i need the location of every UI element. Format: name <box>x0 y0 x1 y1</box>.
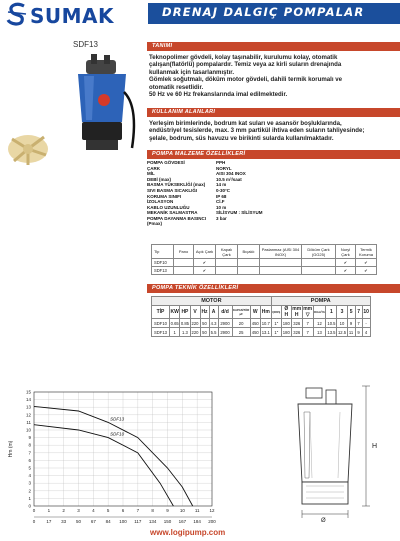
brand-name: SUMAK <box>30 4 115 28</box>
spec-unit: A <box>209 306 218 319</box>
table-row <box>152 259 377 267</box>
comp-header: Döküm Çark (GG25) <box>302 245 336 259</box>
x-tick-label-q: 12 <box>209 508 215 513</box>
spec-cell: 25 <box>232 328 250 337</box>
spec-cell: 13 <box>313 328 326 337</box>
material-value: 14 m <box>216 182 227 188</box>
spec-cell: 7 <box>302 328 313 337</box>
y-axis-label: Hm (m) <box>8 440 14 458</box>
spec-unit: Hz <box>200 306 209 319</box>
x-tick-label-lmin: 17 <box>46 519 52 524</box>
x-tick-label-lmin: 84 <box>105 519 111 524</box>
dim-d-label: Ø <box>321 518 326 522</box>
comp-header: Paslanmaz (AISI 304 INOX) <box>260 245 302 259</box>
spec-unit: 7 <box>355 306 362 319</box>
spec-cell: 0.85 <box>180 320 189 326</box>
check-cell: ✔ <box>194 267 216 275</box>
spec-group-row <box>152 297 371 306</box>
header <box>0 0 400 28</box>
x-tick-label-lmin: 0 <box>32 519 36 524</box>
y-tick-label: 1 <box>28 495 31 501</box>
spec-table <box>151 296 371 337</box>
material-key: MEKANİK SALMASTRA <box>147 210 198 216</box>
material-value: 10.5 m³/saat <box>216 176 242 182</box>
material-value: PPH <box>216 160 226 165</box>
y-tick-label: 10 <box>25 427 31 433</box>
spec-cell: 220 <box>191 329 199 335</box>
brand-logo <box>4 2 140 26</box>
material-key: İZOLASYON <box>147 199 174 205</box>
sumak-logo-icon <box>6 2 28 26</box>
motor-group: MOTOR <box>152 297 272 306</box>
spec-unit: KGm³/h <box>313 306 326 319</box>
spec-cell: SDF13 <box>152 328 170 337</box>
x-tick-label-lmin: 117 <box>134 519 142 524</box>
check-cell: ✔ <box>336 259 356 267</box>
tanimi-line: Teknopolimer gövdeli, kolay taşınabilir, kurulumu kolay, otomatik <box>149 54 338 61</box>
y-tick-label: 8 <box>28 442 31 448</box>
tanimi-line: otomatik resetlidir. <box>149 83 204 91</box>
check-cell <box>302 259 336 267</box>
section-tanimi-title: TANIMI <box>147 42 400 51</box>
tanimi-line: kullanmak için tasarlanmıştır. <box>149 68 235 76</box>
spec-cell: 7 <box>355 319 362 328</box>
section-teknik-title: POMPA TEKNİK ÖZELLİKLERİ <box>147 284 400 293</box>
spec-cell: 20 <box>232 319 250 328</box>
check-cell <box>216 259 238 267</box>
section-kullanim-text <box>149 120 398 142</box>
material-value: IP 68 <box>216 193 227 199</box>
check-cell <box>216 267 238 275</box>
kullanim-line: endüstriyel tesislerde, max. 3 mm partikül ihtiva eden suların tahliyesinde; <box>149 127 365 135</box>
comp-tip: SDF10 <box>152 259 174 267</box>
spec-cell: 4 <box>362 328 370 337</box>
material-key: POMPA GÖVDESİ <box>147 160 185 165</box>
pump-image <box>64 52 140 156</box>
material-value: NORYL <box>216 165 232 171</box>
spec-cell: 10 <box>337 319 347 328</box>
spec-cell: 12 <box>313 319 326 328</box>
spec-cell: 50 <box>200 319 209 328</box>
spec-unit: 10 <box>362 306 370 319</box>
check-cell <box>238 259 260 267</box>
material-key: POMPA DAYANMA BASINCI (Pmax) <box>147 215 207 226</box>
spec-cell: 450 <box>251 329 259 335</box>
x-tick-label-q: 9 <box>166 508 169 513</box>
tanimi-line: Gömlek soğutmalı, döküm motor gövdeli, dahili termik korumalı ve <box>149 76 343 84</box>
spec-cell: 10.7 <box>261 320 270 326</box>
x-tick-label-lmin: 33 <box>61 519 67 524</box>
check-cell <box>238 267 260 275</box>
spec-cell: 450 <box>251 320 259 326</box>
check-cell: ✔ <box>336 267 356 275</box>
y-tick-label: 5 <box>28 465 31 471</box>
table-row <box>152 319 371 328</box>
comp-tip: SDF13 <box>152 267 174 275</box>
tanimi-line: çalışan(flatörlü) pompalardır. Temiz veya az kirli suların drenajında <box>149 61 342 69</box>
component-table <box>151 244 377 275</box>
spec-cell: 1" <box>271 319 281 328</box>
x-tick-label-q: 7 <box>136 508 140 513</box>
spec-unit: ÇIKIŞ <box>271 306 281 319</box>
dim-h-label: H <box>372 443 378 450</box>
section-malzeme-title: POMPA MALZEME ÖZELLİKLERİ <box>147 150 400 159</box>
impeller-image <box>4 125 52 171</box>
spec-cell: 1" <box>271 328 281 337</box>
component-header-row <box>152 245 377 259</box>
spec-cell: 1 <box>170 328 180 337</box>
x-tick-label-lmin: 200 <box>208 519 216 524</box>
material-value: 0-30°C <box>216 187 231 193</box>
y-tick-label: 0 <box>28 503 31 509</box>
material-value: 3 bar <box>216 215 227 221</box>
material-value: Cl.F <box>216 199 225 205</box>
spec-unit: 5 <box>347 306 355 319</box>
spec-unit: 3 <box>337 306 347 319</box>
material-value: 10 m <box>216 204 227 210</box>
spec-cell: 180 <box>282 320 290 326</box>
spec-unit: KW <box>170 306 180 319</box>
spec-unit: d/d <box>218 306 232 319</box>
section-tanimi-text <box>149 54 398 98</box>
check-cell <box>174 267 194 275</box>
spec-cell: 50 <box>200 328 209 337</box>
material-row <box>147 215 296 226</box>
spec-cell: 2900 <box>218 319 232 328</box>
table-row <box>152 267 377 275</box>
spec-cell: SDF10 <box>152 319 170 328</box>
material-table <box>147 160 296 226</box>
x-tick-label-q: 3 <box>77 508 80 513</box>
y-tick-label: 15 <box>25 389 31 395</box>
x-tick-label-q: 10 <box>179 508 185 513</box>
material-key: BASMA YÜKSEKLİĞİ (max) <box>147 182 206 188</box>
material-key: DEBİ (max) <box>147 176 172 182</box>
y-tick-label: 9 <box>28 435 31 441</box>
comp-header: Termik Koruma <box>356 245 377 259</box>
x-tick-label-q: 6 <box>121 508 125 513</box>
spec-cell: 326 <box>293 329 301 335</box>
y-tick-label: 3 <box>28 480 31 486</box>
spec-cell: 4.3 <box>210 320 217 326</box>
spec-unit: HP <box>180 306 190 319</box>
spec-cell: 2900 <box>218 328 232 337</box>
x-tick-label-q: 1 <box>47 508 51 513</box>
spec-cell: 180 <box>282 329 290 335</box>
material-value: AISI 304 INOX <box>216 171 246 177</box>
material-key: ÇARK <box>147 165 160 171</box>
spec-cell: 11 <box>348 329 354 335</box>
y-tick-label: 4 <box>28 473 31 479</box>
x-tick-label-q: 5 <box>106 508 110 513</box>
spec-cell: 9 <box>355 328 362 337</box>
spec-cell: 326 <box>293 320 301 326</box>
spec-cell: - <box>362 319 370 328</box>
x-tick-label-lmin: 50 <box>75 519 82 524</box>
x-tick-label-q: 11 <box>194 508 200 513</box>
y-tick-label: 14 <box>25 397 31 403</box>
series-line <box>34 425 173 506</box>
kullanim-line: Yerleşim birimlerinde, bodrum kat suları ve asansör boşluklarında, <box>149 120 342 127</box>
comp-header: Kapalı Çark <box>216 245 238 259</box>
spec-unit-row <box>152 306 371 319</box>
spec-unit: W <box>250 306 260 319</box>
x-tick-label-q: 2 <box>62 508 65 513</box>
material-key: MİL <box>147 171 155 177</box>
spec-cell: 9 <box>347 319 355 328</box>
material-key: KABLO UZUNLUĞU <box>147 204 190 210</box>
y-tick-label: 12 <box>25 412 31 418</box>
check-cell: ✔ <box>194 259 216 267</box>
material-key: KORUMA SINIFI <box>147 193 182 199</box>
model-code: SDF13 <box>73 40 98 49</box>
x-tick-label-lmin: 134 <box>148 519 157 524</box>
page-title: DRENAJ DALGIÇ POMPALAR <box>162 5 365 19</box>
spec-unit: TİP <box>152 306 170 319</box>
y-tick-label: 6 <box>28 457 31 463</box>
y-tick-label: 13 <box>25 404 31 410</box>
spec-cell: 12.5 <box>337 329 347 335</box>
x-tick-label-q: 0 <box>32 508 36 513</box>
pompa-group: POMPA <box>271 297 370 306</box>
comp-header: Noryl Çark <box>336 245 356 259</box>
spec-cell: 5.5 <box>210 329 217 335</box>
spec-unit: V <box>190 306 200 319</box>
spec-cell: 10.5 <box>327 320 336 326</box>
material-key: SIVI BASMA SICAKLIĞI <box>147 187 198 193</box>
check-cell <box>260 259 302 267</box>
check-cell: ✔ <box>356 259 377 267</box>
check-cell <box>260 267 302 275</box>
series-label: SDF13 <box>110 416 125 422</box>
x-tick-label-lmin: 100 <box>119 519 127 524</box>
x-tick-label-lmin: 184 <box>193 519 201 524</box>
performance-chart <box>4 388 226 528</box>
tanimi-line: 50 Hz ve 60 Hz frekanslarında imal edilmektedir. <box>149 91 288 99</box>
spec-unit: KAPASİTÖR µF <box>232 306 250 319</box>
comp-header: Pano <box>174 245 194 259</box>
check-cell <box>302 267 336 275</box>
x-tick-label-q: 4 <box>92 508 95 513</box>
spec-cell: 13.5 <box>327 329 336 335</box>
table-row <box>152 328 371 337</box>
material-value: SİLİSYUM : SİLİSYUM <box>216 210 263 216</box>
comp-header: Tip <box>152 245 174 259</box>
spec-unit: mm H <box>292 306 302 318</box>
spec-unit: 1 <box>326 306 337 319</box>
spec-cell: 220 <box>191 320 199 326</box>
spec-cell: 0.65 <box>170 320 179 326</box>
check-cell: ✔ <box>356 267 377 275</box>
y-tick-label: 2 <box>28 488 31 494</box>
x-tick-label-lmin: 150 <box>163 519 172 524</box>
x-tick-label-lmin: 67 <box>90 519 96 524</box>
y-tick-label: 11 <box>26 419 31 425</box>
comp-header: Açık Çark <box>194 245 216 259</box>
comp-header: Bıçaklı <box>238 245 260 259</box>
section-kullanim-title: KULLANIM ALANLARI <box>147 108 400 117</box>
series-label: SDF10 <box>110 431 125 437</box>
y-tick-label: 7 <box>28 450 31 456</box>
x-tick-label-lmin: 167 <box>178 519 187 524</box>
spec-unit: mm ▽ <box>303 306 313 318</box>
footer-url[interactable]: www.logipump.com <box>150 528 226 537</box>
spec-cell: 1.3 <box>180 328 190 337</box>
check-cell <box>174 259 194 267</box>
spec-unit: Hm <box>260 306 271 319</box>
x-tick-label-q: 8 <box>151 508 154 513</box>
spec-unit: Ø H <box>281 306 291 319</box>
kullanim-line: şelale, bodrum, süs havuzu ve birikinti sularda kullanılmaktadır. <box>149 134 334 142</box>
dimension-drawing <box>280 382 396 522</box>
spec-cell: 13.1 <box>261 329 270 335</box>
spec-cell: 7 <box>302 319 313 328</box>
